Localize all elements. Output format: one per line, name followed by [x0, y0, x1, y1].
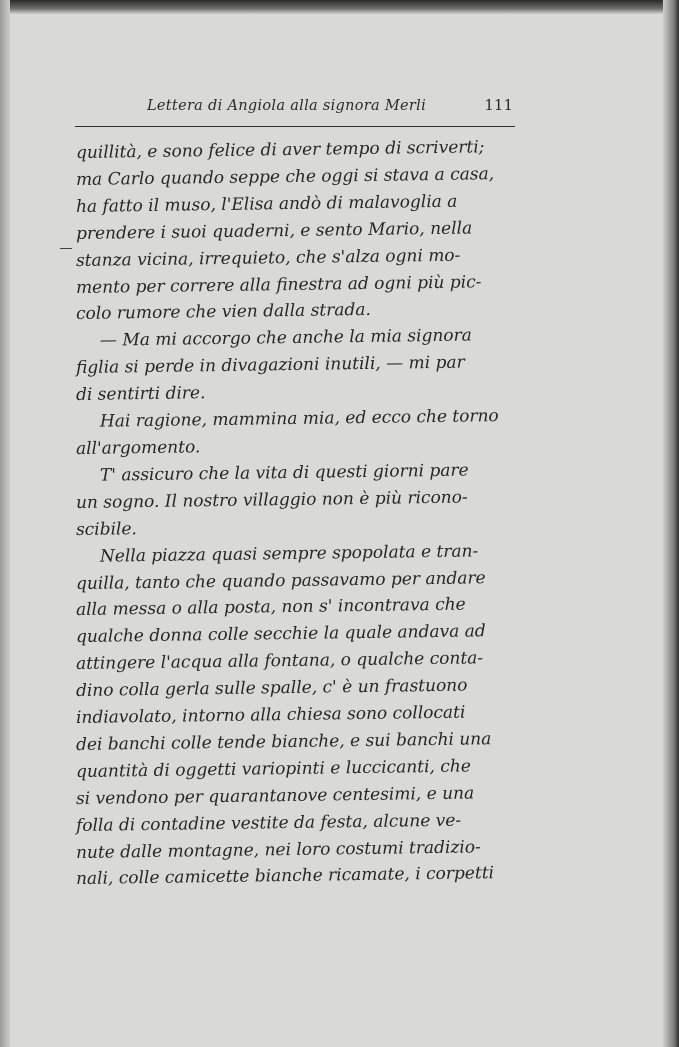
text-line-12: all'argomento. [75, 437, 201, 459]
running-head: Lettera di Angiola alla signora Merli [147, 98, 427, 114]
text-line-27: nute dalle montagne, nei loro costumi tradizio- [75, 836, 481, 863]
text-line-3: ha fatto il muso, l'Elisa andò di malavoglia a [75, 191, 458, 217]
text-line-21: dino colla gerla sulle spalle, c' è un frastuono [75, 675, 468, 702]
text-line-16: Nella piazza quasi sempre spopolata e tran- [99, 540, 479, 567]
text-line-7: colo rumore che vien dalla strada. [75, 300, 372, 325]
text-line-24: quantità di oggetti variopinti e luccicanti, che [75, 756, 471, 782]
body-text [75, 137, 531, 893]
margin-mark [60, 248, 72, 249]
text-line-22: indiavolato, intorno alla chiesa sono collocati [75, 702, 466, 729]
text-line-5: stanza vicina, irrequieto, che s'alza ogni mo- [75, 245, 461, 271]
text-line-9: figlia si perde in divagazioni inutili, — mi par [75, 352, 465, 379]
text-line-11: Hai ragione, mammina mia, ed ecco che torno [99, 406, 499, 432]
text-line-6: mento per correre alla finestra ad ogni più pic- [75, 271, 482, 298]
text-line-23: dei banchi colle tende bianche, e sui banchi una [75, 729, 492, 755]
text-line-19: qualche donna colle secchie la quale andava ad [75, 621, 486, 648]
text-line-17: quilla, tanto che quando passavamo per andare [75, 567, 486, 594]
scan-edge-left [0, 0, 10, 1047]
text-line-4: prendere i suoi quaderni, e sento Mario, nella [75, 218, 473, 244]
scan-edge-top [0, 0, 679, 14]
text-line-10: di sentirti dire. [75, 383, 206, 406]
text-line-20: attingere l'acqua alla fontana, o qualche conta- [75, 648, 484, 675]
text-line-28: nali, colle camicette bianche ricamate, i corpetti [75, 863, 495, 890]
text-line-25: si vendono per quarantanove centesimi, e una [75, 783, 475, 809]
text-line-14: un sogno. Il nostro villaggio non è più ricono- [75, 487, 468, 513]
page-number: 111 [484, 96, 513, 114]
text-line-15: scibile. [75, 518, 138, 540]
text-line-2: ma Carlo quando seppe che oggi si stava a casa, [75, 164, 495, 190]
scan-edge-right [663, 0, 679, 1047]
text-line-18: alla messa o alla posta, non s' incontrava che [75, 594, 466, 621]
text-line-13: T' assicuro che la vita di questi giorni pare [99, 460, 469, 486]
text-line-26: folla di contadine vestite da festa, alcune ve- [75, 810, 462, 836]
page-header [75, 96, 515, 127]
text-line-1: quillità, e sono felice di aver tempo di scriverti; [75, 137, 485, 163]
text-line-8: — Ma mi accorgo che anche la mia signora [99, 325, 472, 352]
